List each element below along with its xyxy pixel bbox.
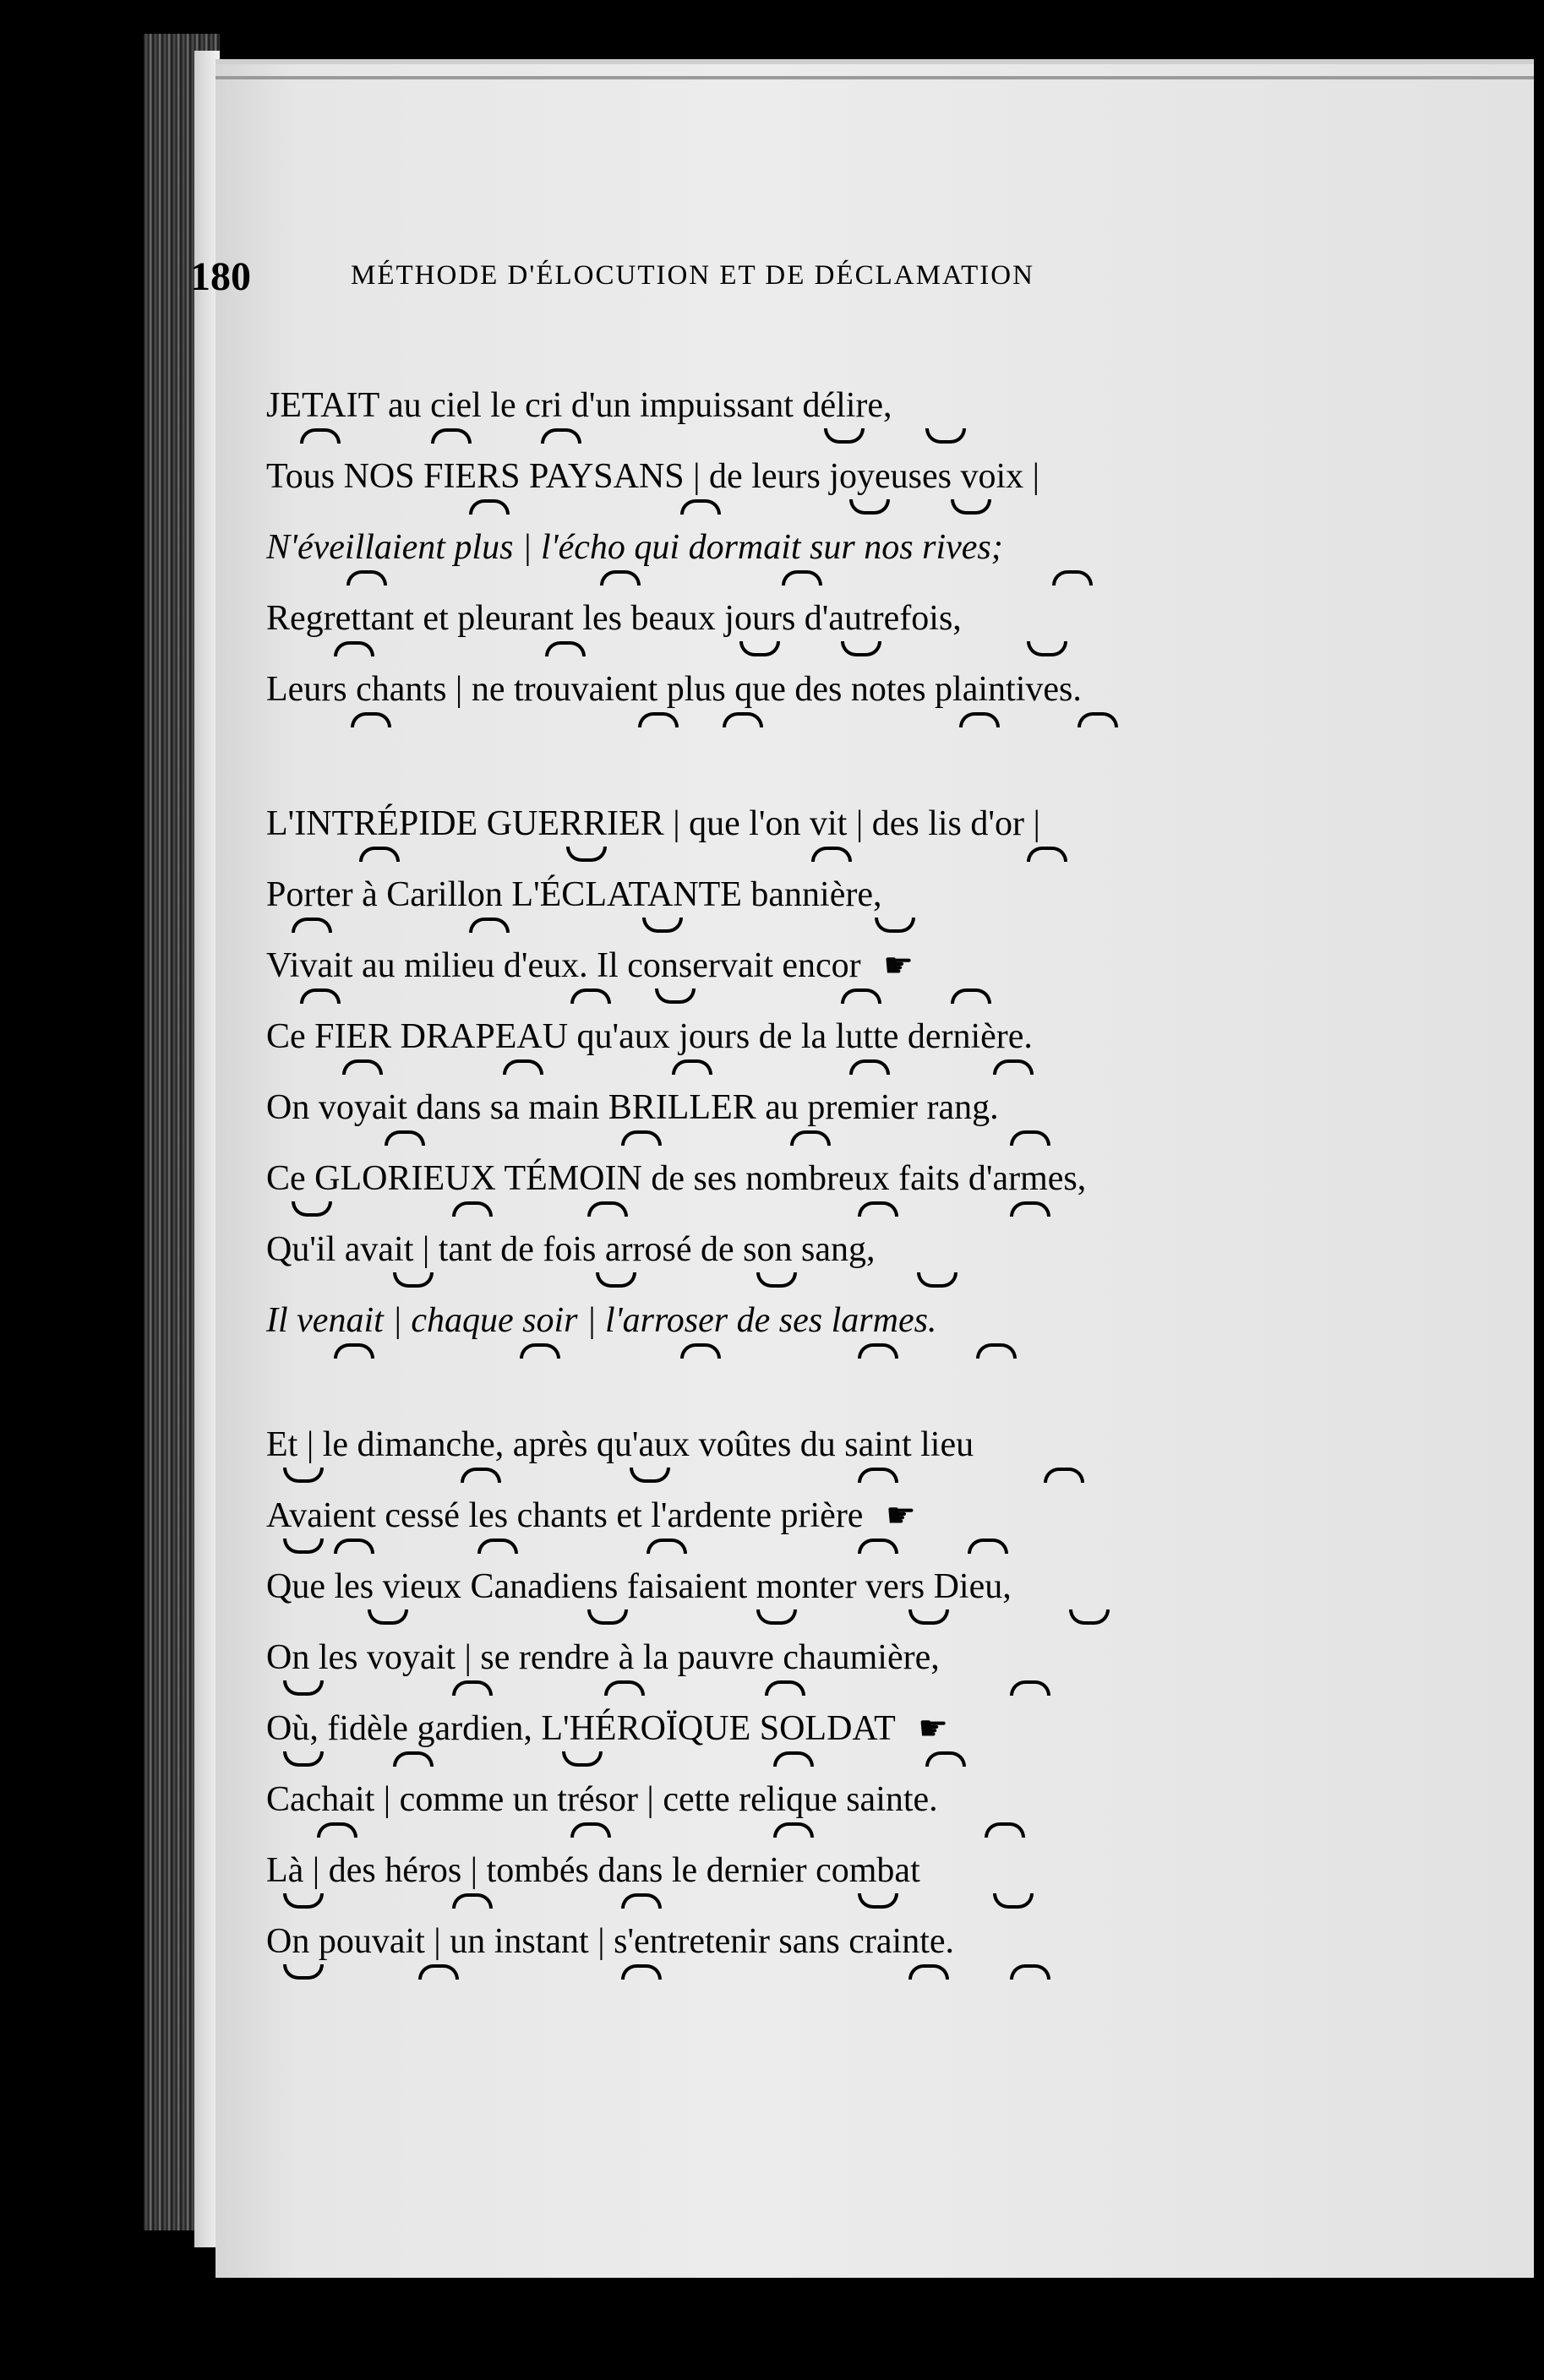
verse-text: On voyait dans sa main BRILLER au premier rang. [266, 1088, 999, 1127]
verse-line [266, 1778, 1365, 1849]
stanza [266, 384, 1365, 739]
verse-text: JETAIT au ciel le cri d'un impuissant délire, [266, 386, 892, 425]
verse-line [266, 1087, 1365, 1157]
verse-text: Que les vieux Canadiens faisaient monter vers Dieu, [266, 1567, 1012, 1606]
verse-line [266, 1157, 1365, 1228]
verse-line [266, 526, 1365, 597]
verse-text: L'INTRÉPIDE GUERRIER | que l'on vit | des lis d'or | [266, 804, 1040, 843]
verse-text: Vivait au milieu d'eux. Il conservait encor [266, 946, 861, 985]
verse-line [266, 803, 1365, 874]
stanza [266, 803, 1365, 1370]
verse-line [266, 1424, 1365, 1495]
verse-line [266, 1228, 1365, 1299]
verse-text: Où, fidèle gardien, L'HÉROÏQUE SOLDAT [266, 1709, 896, 1748]
inflection-marks [266, 1609, 1280, 1628]
verse-line [266, 1920, 1365, 1991]
inflection-marks [266, 712, 1280, 731]
inflection-marks [266, 1272, 1280, 1291]
verse-text: Avaient cessé les chants et l'ardente prière [266, 1496, 864, 1535]
verse-line [266, 384, 1365, 455]
verse-line [266, 945, 1365, 1016]
page-number: 180 [190, 254, 251, 299]
verse-line [266, 455, 1365, 526]
verse-text: Il venait | chaque soir | l'arroser de ses larmes. [266, 1301, 937, 1340]
verse-text: Tous NOS FIERS PAYSANS | de leurs joyeuses voix | [266, 457, 1040, 496]
running-head: MÉTHODE D'ÉLOCUTION ET DE DÉCLAMATION [351, 260, 1034, 291]
inflection-marks [266, 1751, 1280, 1770]
verse-text: Là | des héros | tombés dans le dernier combat [266, 1851, 920, 1890]
inflection-marks [266, 1893, 1280, 1912]
verse-line [266, 1849, 1365, 1920]
verse-text: Qu'il avait | tant de fois arrosé de son sang, [266, 1230, 876, 1269]
inflection-marks [266, 1130, 1280, 1149]
inflection-marks [266, 428, 1280, 447]
inflection-marks [266, 570, 1280, 589]
verse-text: Leurs chants | ne trouvaient plus que des notes plaintives. [266, 670, 1082, 709]
stanza [266, 1424, 1365, 1991]
inflection-marks [266, 847, 1280, 865]
pointing-hand-icon: ☛ [918, 1709, 949, 1747]
inflection-marks [266, 499, 1280, 518]
inflection-marks [266, 1822, 1280, 1841]
verse-text: On les voyait | se rendre à la pauvre chaumière, [266, 1638, 940, 1677]
verse-text: Regrettant et pleurant les beaux jours d'autrefois, [266, 599, 962, 638]
inflection-marks [266, 1964, 1280, 1983]
verse-text: Ce GLORIEUX TÉMOIN de ses nombreux faits d'armes, [266, 1159, 1087, 1198]
verse-line [266, 1707, 1365, 1778]
verse-text: N'éveillaient plus | l'écho qui dormait sur nos rives; [266, 528, 1003, 567]
inflection-marks [266, 988, 1280, 1007]
verse-text: Et | le dimanche, après qu'aux voûtes du saint lieu [266, 1425, 974, 1464]
verse-line [266, 1299, 1365, 1370]
verse-text: Porter à Carillon L'ÉCLATANTE bannière, [266, 875, 882, 914]
inflection-marks [266, 1539, 1280, 1557]
inflection-marks [266, 641, 1280, 660]
verse-line [266, 1495, 1365, 1566]
pointing-hand-icon: ☛ [885, 1496, 916, 1534]
inflection-marks [266, 1680, 1280, 1699]
inflection-marks [266, 1059, 1280, 1078]
inflection-marks [266, 1468, 1280, 1486]
verse-line [266, 874, 1365, 945]
verse-line [266, 1016, 1365, 1087]
pointing-hand-icon: ☛ [883, 946, 914, 984]
verse-text: On pouvait | un instant | s'entretenir sans crainte. [266, 1922, 955, 1961]
page-top-rule [216, 76, 1534, 79]
verse-text: Ce FIER DRAPEAU qu'aux jours de la lutte dernière. [266, 1017, 1033, 1056]
inflection-marks [266, 918, 1280, 936]
verse-line [266, 597, 1365, 668]
verse-line [266, 668, 1365, 739]
inflection-marks [266, 1201, 1280, 1220]
verse-line [266, 1566, 1365, 1637]
page-header [190, 253, 1331, 329]
inflection-marks [266, 1343, 1280, 1362]
verse-text: Cachait | comme un trésor | cette relique sainte. [266, 1780, 938, 1819]
verse-line [266, 1637, 1365, 1707]
